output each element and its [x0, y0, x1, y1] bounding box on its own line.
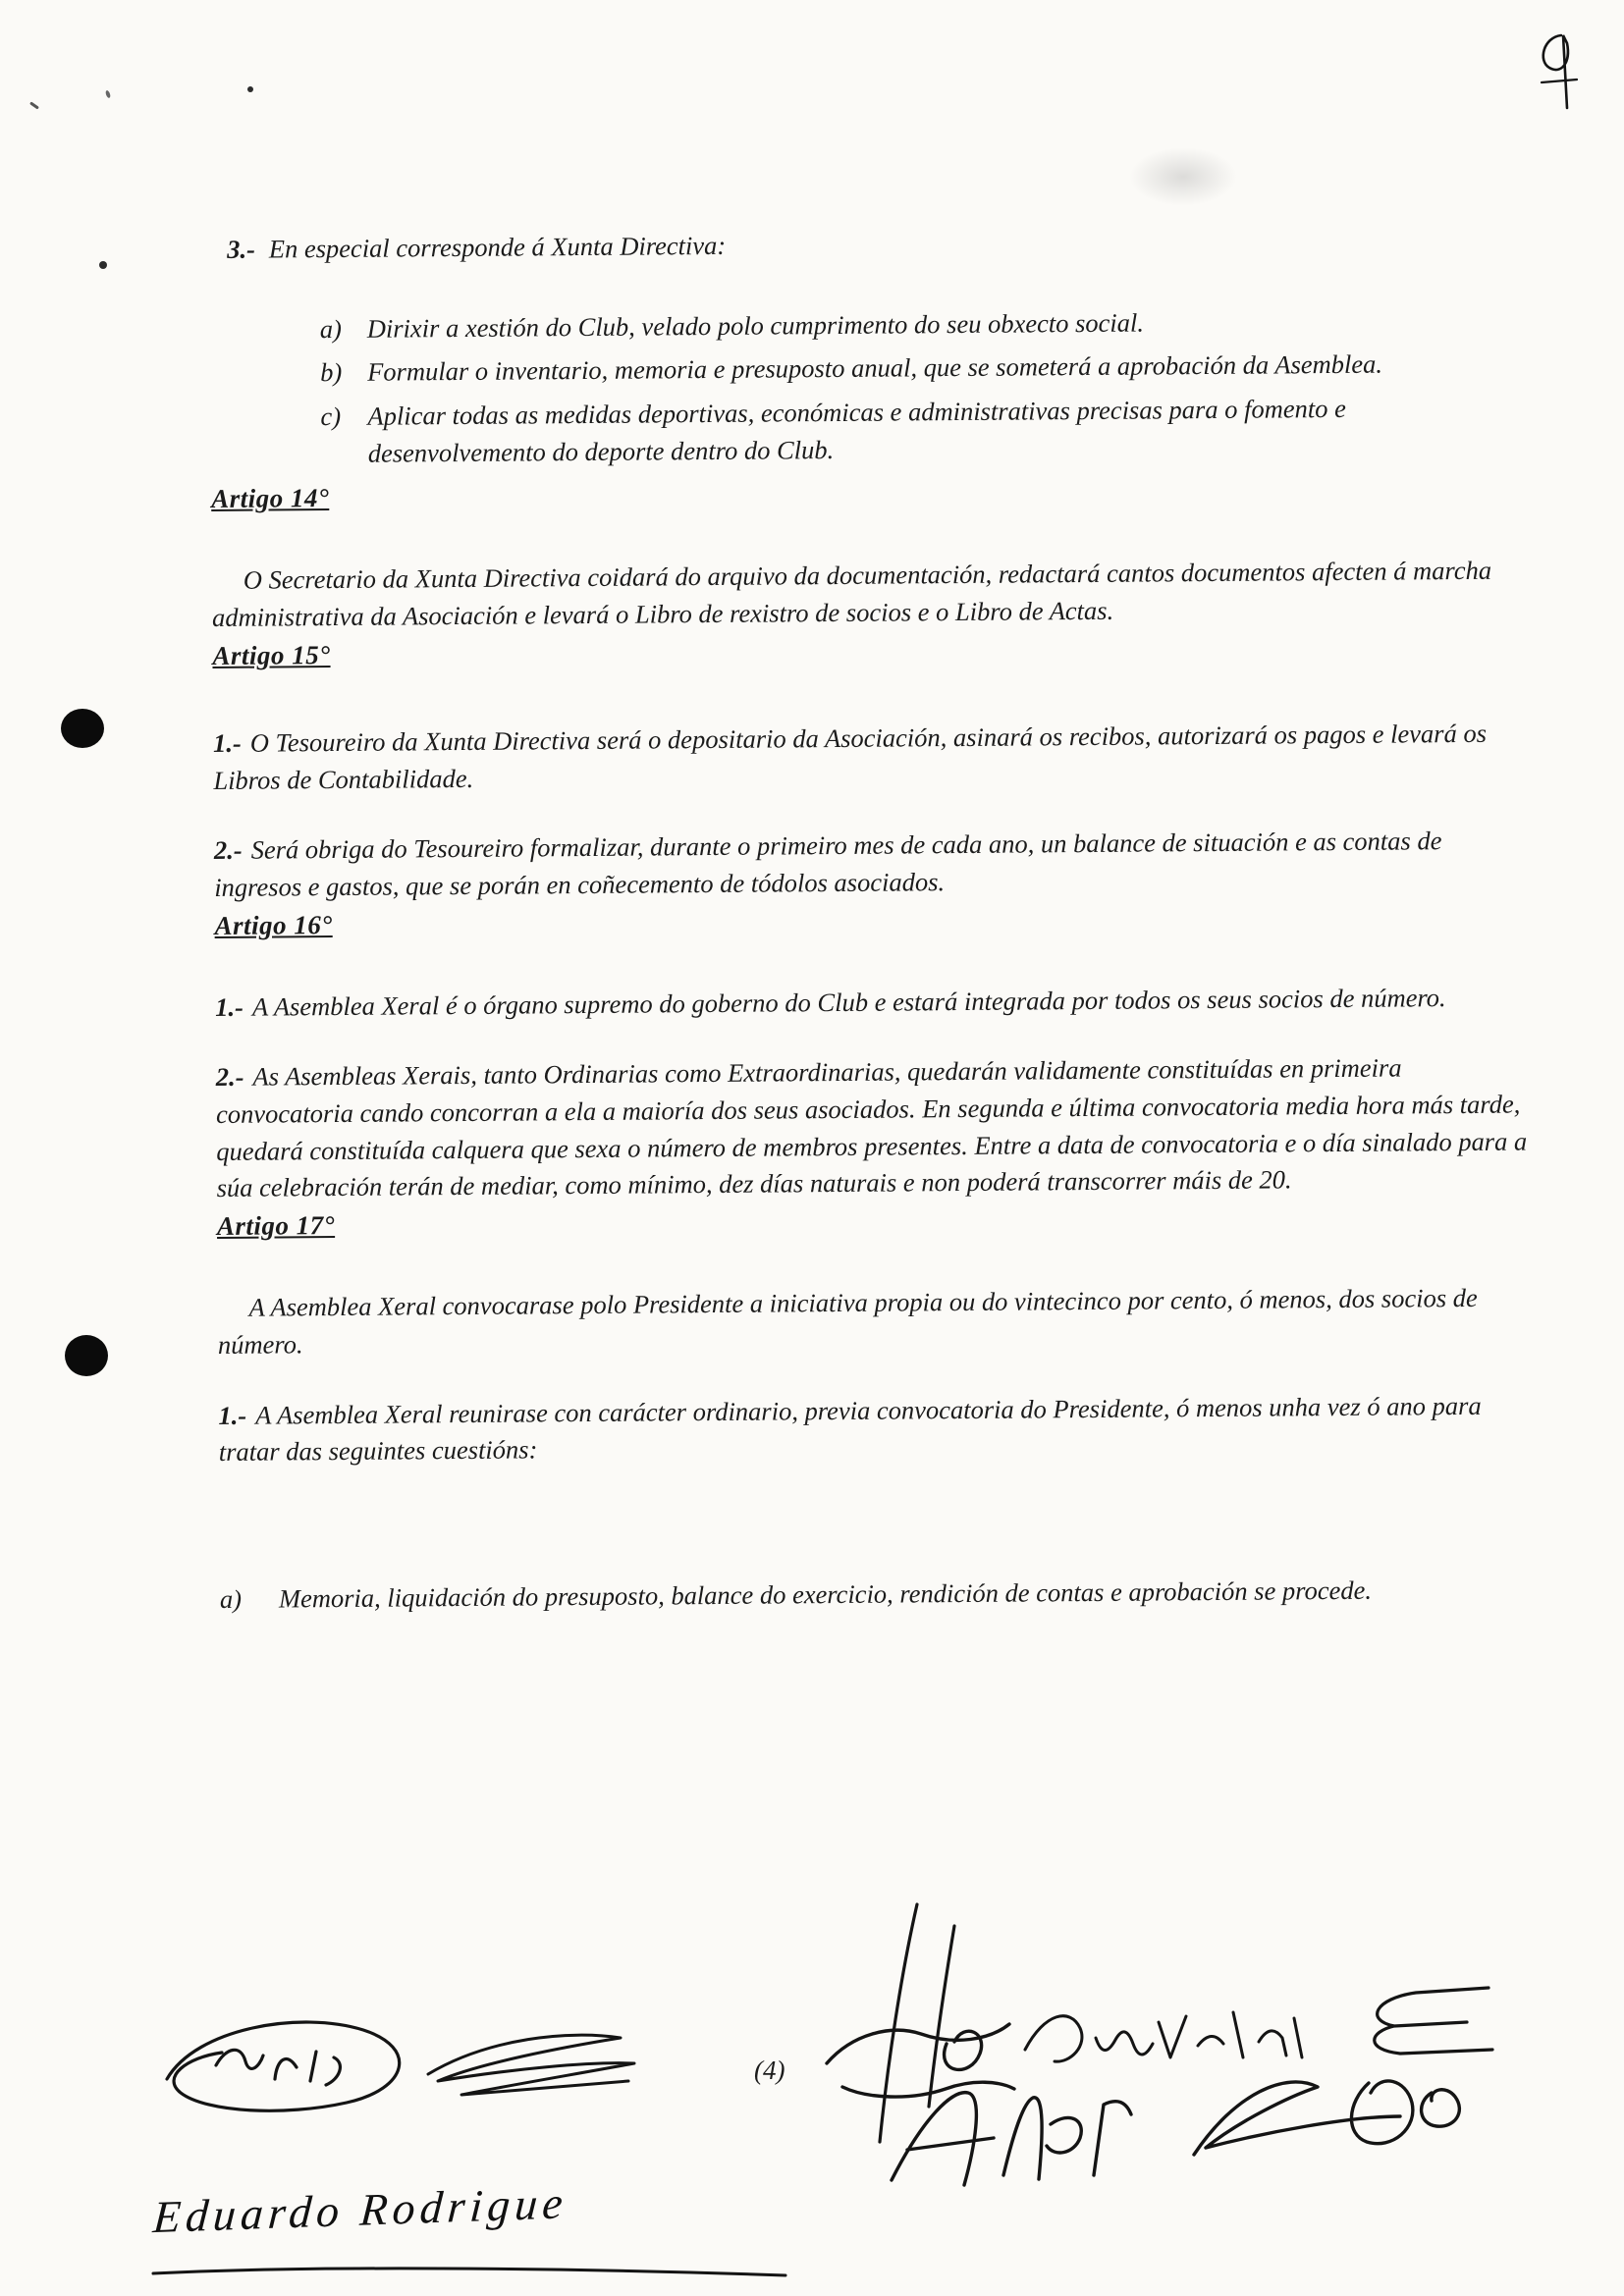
signature-icon	[1164, 2061, 1498, 2194]
article-17-heading: Artigo 17°	[216, 1210, 336, 1241]
list-item	[320, 389, 1529, 472]
paragraph-text: A Asemblea Xeral é o órgano supremo do goberno do Club e estará integrada por todos os seus socios de número.	[251, 982, 1446, 1022]
list-item-label: c)	[320, 400, 342, 431]
list-item	[320, 346, 1528, 392]
scan-speck	[29, 101, 39, 109]
scan-speck	[105, 90, 111, 99]
paragraph-text: A Asemblea Xeral convocarase polo Presidente a iniciativa propia ou do vintecinco por cento, ó menos, dos socios de número.	[217, 1283, 1478, 1360]
list-item-text: Formular o inventario, memoria e presuposto anual, que se someterá a aprobación da Asemblea.	[367, 348, 1383, 387]
clause-3-label: 3.-	[227, 234, 255, 264]
list-item-text: Memoria, liquidación do presuposto, balance do exercicio, rendición de contas e aprobación se procede.	[278, 1575, 1373, 1614]
paragraph-number: 2.-	[213, 835, 243, 866]
paragraph-text: O Secretario da Xunta Directiva coidará do arquivo da documentación, redactará cantos documentos afecten á marcha administrativa da Asociación e levará o Libro de rexistro de socios e o Libro de Actas.	[211, 556, 1492, 633]
paragraph-text: A Asemblea Xeral reunirase con carácter ordinario, previa convocatoria do Presidente, ó menos unha vez ó ano para tratar das seguintes cuestións:	[218, 1390, 1482, 1468]
hole-punch-mark	[61, 709, 104, 748]
list-item	[320, 301, 1528, 347]
article-15-paragraph-2	[214, 823, 1533, 907]
article-16-paragraph-2	[216, 1049, 1535, 1207]
signature-icon	[145, 2002, 450, 2130]
paragraph-number: 1.-	[215, 991, 244, 1022]
signature-icon	[420, 2020, 656, 2113]
clause-3-sublist	[210, 301, 1529, 473]
paragraph-number: 2.-	[215, 1062, 244, 1093]
scan-smudge	[1129, 147, 1237, 206]
list-item-text: Dirixir a xestión do Club, velado polo cumprimento do seu obxecto social.	[366, 307, 1145, 344]
paragraph-text: Será obriga do Tesoureiro formalizar, durante o primeiro mes de cada ano, un balance de situación e as contas de ingresos e gastos, que se porán en coñecemento de tódolos asociados.	[214, 826, 1442, 902]
list-item-label: a)	[219, 1583, 243, 1614]
clause-3-text: En especial corresponde á Xunta Directiva:	[268, 230, 727, 264]
scan-speck	[99, 261, 107, 269]
clause-3	[209, 221, 1527, 268]
list-item-label: a)	[319, 313, 342, 344]
article-17-paragraph-2	[218, 1387, 1537, 1471]
paragraph-number: 1.-	[218, 1400, 247, 1430]
article-16-heading: Artigo 16°	[214, 909, 333, 940]
article-17-paragraph-1	[217, 1280, 1536, 1364]
list-item-text: Aplicar todas as medidas deportivas, económicas e administrativas precisas para o fomento e desenvolvemento do deporte dentro do Club.	[367, 393, 1346, 468]
hole-punch-mark	[65, 1335, 108, 1376]
article-14-heading: Artigo 14°	[211, 483, 330, 514]
scan-speck	[247, 86, 253, 92]
paragraph-number: 1.-	[212, 727, 242, 759]
signature-underline	[147, 2262, 795, 2283]
list-item-label: b)	[320, 357, 343, 388]
handwritten-page-number-mark	[1530, 27, 1589, 126]
final-list-item	[220, 1571, 1538, 1618]
paragraph-text: As Asembleas Xerais, tanto Ordinarias como Extraordinarias, quedarán validamente constituídas en primeira convocatoria cando concorran a ela a maioría dos seus asociados. En segunda e última convocatoria media hora más tarde, quedará constituída calquera que sexa o número de membros presentes. Entre a data de convocatoria e o día sinalado para a súa celebración terán de mediar, como mínimo, dez días naturais e non poderá transcorrer máis de 20.	[215, 1052, 1528, 1203]
article-15-heading: Artigo 15°	[212, 639, 331, 670]
handwritten-name: Eduardo Rodrigue	[151, 2177, 569, 2243]
article-14-paragraph	[212, 553, 1531, 637]
typed-page-number: (4)	[754, 2056, 785, 2085]
paragraph-text: O Tesoureiro da Xunta Directiva será o depositario da Asociación, asinará os recibos, autorizará os pagos e levará os Libros de Contabilidade.	[213, 718, 1488, 795]
signature-icon	[872, 2077, 1147, 2205]
article-15-paragraph-1	[213, 715, 1532, 799]
article-16-paragraph-1	[215, 979, 1533, 1026]
document-body	[209, 221, 1538, 1618]
